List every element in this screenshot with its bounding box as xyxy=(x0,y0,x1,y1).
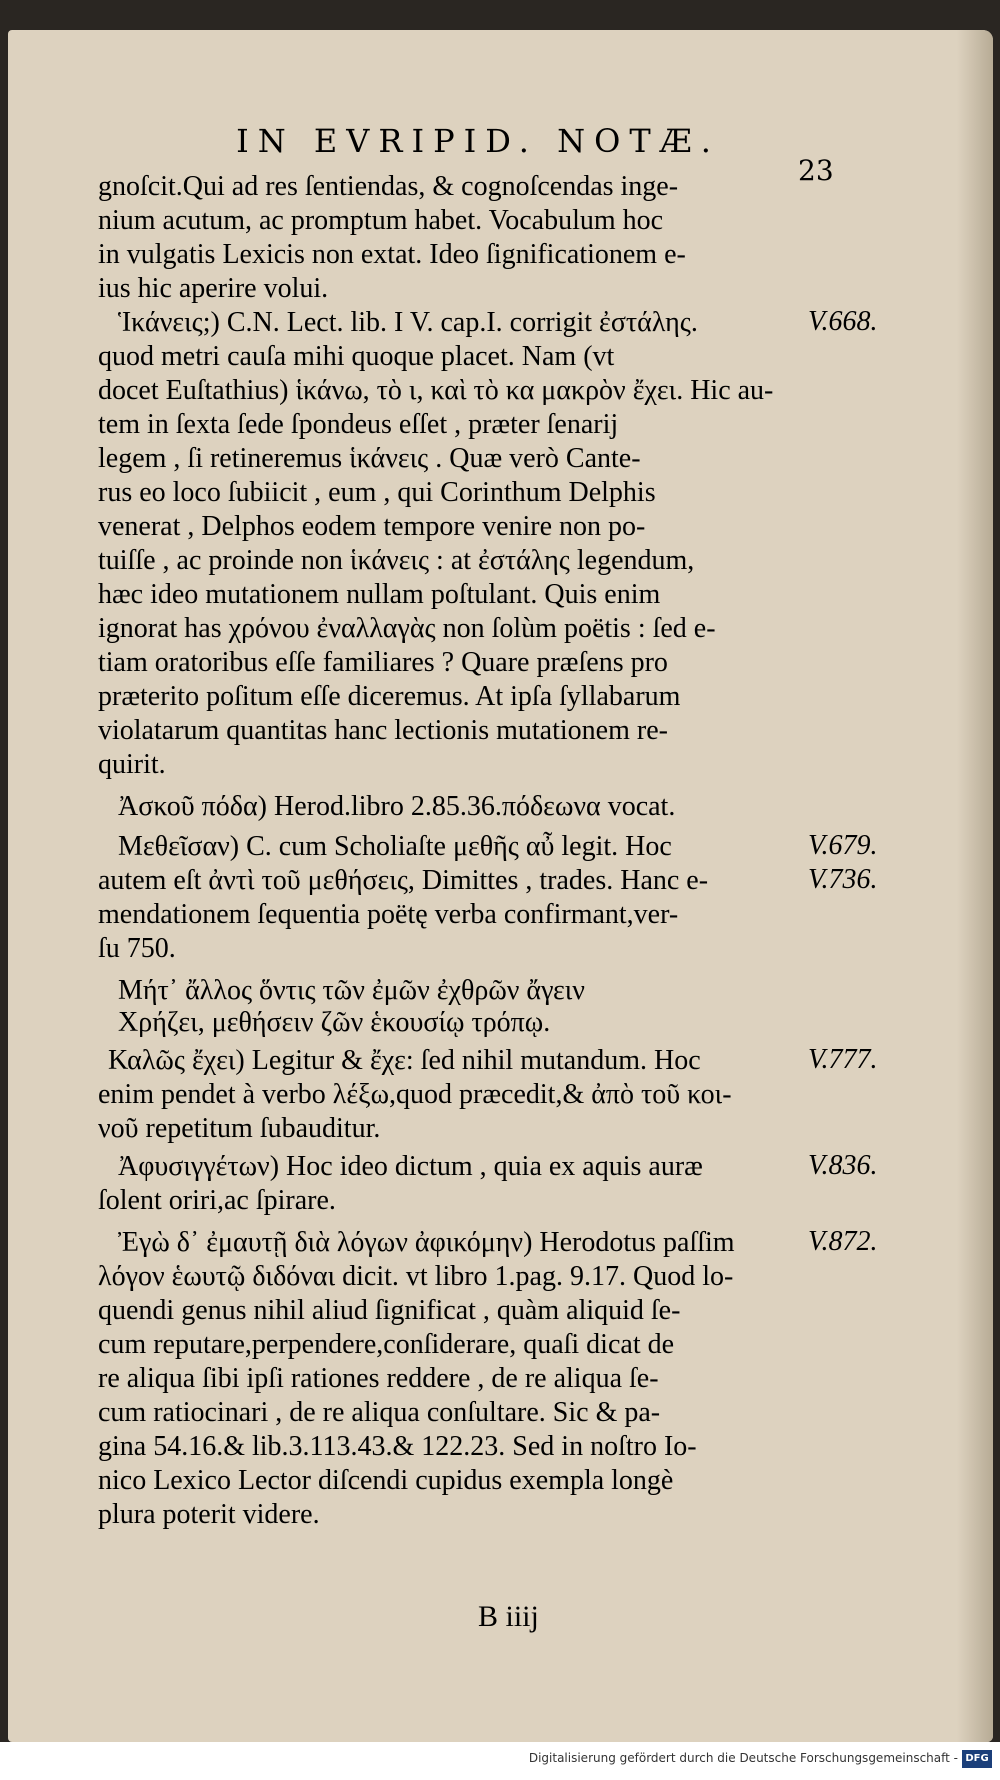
text-line: Ἐγὼ δ᾽ ἐμαυτῇ διὰ λόγων ἀφικόμην) Herodotus paſſim xyxy=(118,1227,735,1258)
text-line: legem , ſi retineremus ἱκάνεις . Quæ verò Cante- xyxy=(98,443,641,474)
text-line: docet Euſtathius) ἱκάνω, τὸ ι, καὶ τὸ κα μακρὸν ἔχει. Hic au- xyxy=(98,375,774,406)
text-line: hæc ideo mutationem nullam poſtulant. Quis enim xyxy=(98,579,661,610)
text-line: cum ratiocinari , de re aliqua conſultare. Sic & pa- xyxy=(98,1397,661,1428)
text-line: tuiſſe , ac proinde non ἱκάνεις : at ἐστάλης legendum, xyxy=(98,545,695,576)
text-line: quod metri cauſa mihi quoque placet. Nam (vt xyxy=(98,341,615,372)
footer-bar xyxy=(0,1742,1000,1780)
text-line: mendationem ſequentia poëtę verba confirmant,ver- xyxy=(98,899,679,930)
verse-reference: V.777. xyxy=(808,1044,878,1075)
text-line: Ἱκάνεις;) C.N. Lect. lib. I V. cap.I. corrigit ἐστάλης. xyxy=(118,307,698,338)
text-line: Καλῶς ἔχει) Legitur & ἔχε: ſed nihil mutandum. Hoc xyxy=(108,1045,701,1076)
text-line: ſolent oriri,ac ſpirare. xyxy=(98,1185,336,1216)
verse-reference: V.736. xyxy=(808,864,878,895)
page-number: 23 xyxy=(798,154,834,187)
text-line: præterito poſitum eſſe diceremus. At ipſa ſyllabarum xyxy=(98,681,681,712)
book-page xyxy=(8,30,993,1742)
text-line: nico Lexico Lector diſcendi cupidus exempla longè xyxy=(98,1465,674,1496)
page-gutter xyxy=(957,30,993,1742)
text-line: autem eſt ἀντὶ τοῦ μεθήσεις, Dimittes , trades. Hanc e- xyxy=(98,865,709,896)
text-line: νοῦ repetitum ſubauditur. xyxy=(98,1113,381,1144)
text-line: gnoſcit.Qui ad res ſentiendas, & cognoſcendas inge- xyxy=(98,171,679,202)
verse-reference: V.836. xyxy=(808,1150,878,1181)
text-line: gina 54.16.& lib.3.113.43.& 122.23. Sed in noſtro Io- xyxy=(98,1431,697,1462)
text-line: λόγον ἑωυτῷ διδόναι dicit. vt libro 1.pag. 9.17. Quod lo- xyxy=(98,1261,734,1292)
text-line: nium acutum, ac promptum habet. Vocabulum hoc xyxy=(98,205,664,236)
text-line: Μεθεῖσαν) C. cum Scholiaſte μεθῆς αὖ legit. Hoc xyxy=(118,831,672,862)
text-line: enim pendet à verbo λέξω,quod præcedit,& ἀπὸ τοῦ κοι- xyxy=(98,1079,732,1110)
text-line: ignorat has χρόνου ἐναλλαγὰς non ſolùm poëtis : ſed e- xyxy=(98,613,716,644)
text-line: Ἀφυσιγγέτων) Hoc ideo dictum , quia ex aquis auræ xyxy=(118,1151,703,1182)
text-line: tem in ſexta ſede ſpondeus eſſet , præter ſenarij xyxy=(98,409,619,440)
text-line: ius hic aperire volui. xyxy=(98,273,329,304)
text-line: violatarum quantitas hanc lectionis mutationem re- xyxy=(98,715,668,746)
text-line: in vulgatis Lexicis non extat. Ideo ſignificationem e- xyxy=(98,239,686,270)
text-line: cum reputare,perpendere,conſiderare, quaſi dicat de xyxy=(98,1329,675,1360)
text-line: rus eo loco ſubiicit , eum , qui Corinthum Delphis xyxy=(98,477,656,508)
funding-credit: Digitalisierung gefördert durch die Deutsche Forschungsgemeinschaft - xyxy=(528,1751,958,1765)
text-line: quendi genus nihil aliud ſignificat , quàm aliquid ſe- xyxy=(98,1295,681,1326)
text-line: ſu 750. xyxy=(98,933,176,964)
verse-reference: V.668. xyxy=(808,306,878,337)
text-line: re aliqua ſibi ipſi rationes reddere , de re aliqua ſe- xyxy=(98,1363,659,1394)
dfg-logo: DFG xyxy=(962,1750,992,1768)
running-title: IN EVRIPID. NOTÆ. xyxy=(236,122,720,160)
text-line: Ἀσκοῦ πόδα) Herod.libro 2.85.36.πόδεωνα vocat. xyxy=(118,791,676,822)
text-line: plura poterit videre. xyxy=(98,1499,320,1530)
text-line: venerat , Delphos eodem tempore venire non po- xyxy=(98,511,646,542)
text-line: Χρήζει, μεθήσειν ζῶν ἑκουσίῳ τρόπῳ. xyxy=(118,1007,551,1038)
text-line: quirit. xyxy=(98,749,166,780)
verse-reference: V.679. xyxy=(808,830,878,861)
signature-mark: B iiij xyxy=(478,1600,539,1633)
text-line: Μήτ᾽ ἄλλος ὅντις τῶν ἐμῶν ἐχθρῶν ἄγειν xyxy=(118,975,585,1006)
verse-reference: V.872. xyxy=(808,1226,878,1257)
text-line: tiam oratoribus eſſe familiares ? Quare præſens pro xyxy=(98,647,668,678)
